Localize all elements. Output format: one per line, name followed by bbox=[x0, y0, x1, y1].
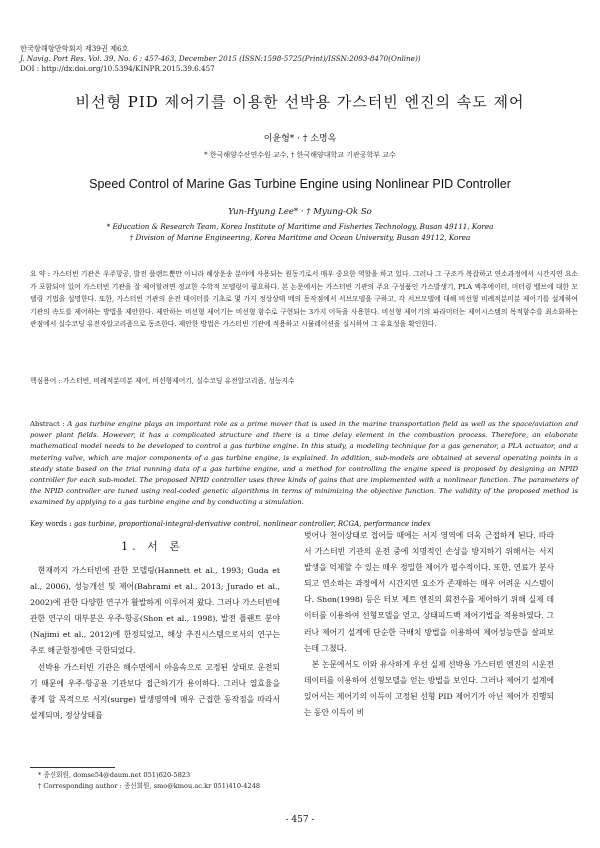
abstract-ko bbox=[30, 268, 578, 331]
footnote-divider bbox=[30, 767, 115, 768]
body-column-left bbox=[30, 563, 280, 724]
journal-header bbox=[20, 44, 421, 75]
journal-name-ko: 한국항해항만학회지 제39권 제6호 bbox=[20, 44, 129, 53]
abstract-ko-label: 요 약 : bbox=[30, 270, 51, 278]
affiliation-en-2: † Division of Marine Engineering, Korea Maritime and Ocean University, Busan 49112, Korea bbox=[129, 232, 471, 242]
keywords-ko bbox=[30, 375, 578, 385]
footnote-1: * 종신회원, domse54@daum.net 051)620-5823 bbox=[38, 771, 191, 779]
citation: J. Navig. Port Res. Vol. 39, No. 6 : 457-463, December 2015 (ISSN:1598-5725(Print)/ISSN:2093-8470(Online)) bbox=[20, 54, 421, 64]
keywords-en-label: Key words : bbox=[30, 520, 72, 528]
abstract-en-text: A gas turbine engine plays an important role as a prime mover that is used in the marine transportation field as well as the space/aviation and power plant fields. However, it has a complicated structure and there is a time delay element in the combustion process. Therefore, an elaborate mathematical model needs to be developed to control a gas turbine engine. In this study, a modeling technique for a gas generator, a PLA actuator, and a metering valve, which are major components of a gas turbine engine, is explained. In addition, sub-models are obtained at several operating points in a steady state based on the trial running data of a gas turbine engine, and a method for controlling the engine speed is proposed by designing an NPID controller for each sub-model. The proposed NPID controller uses three kinds of gains that are implemented with a nonlinear function. The parameters of the NPID controller are tuned using real-coded genetic algorithms in terms of minimizing the objective function. The validity of the proposed method is examined by applying to a gas turbine engine and by conducting a simulation. bbox=[30, 420, 578, 507]
affiliations-ko: * 한국해양수산연수원 교수, † 한국해양대학교 기관공학부 교수 bbox=[204, 151, 396, 159]
keywords-ko-label: 핵심용어 : bbox=[30, 377, 61, 385]
paragraph: 벗어나 천이상태로 접어들 때에는 서지 영역에 더욱 근접하게 된다. 따라서 가스터빈 기관의 운전 중에 치명적인 손상을 방지하기 위해서는 서지 발생을 억제할 수 있는 매우 정밀한 제어가 필수적이다. 또한, 연료가 분사되고 연소하는 과정에서 시간지연 요소가 존재하는 매우 어려운 시스템이다. Shon(1998) 등은 터보 제트 엔진의 회전수를 제어하기 위해 실제 데이터를 이용하여 선형모델을 얻고, 상태피드백 제어기법을 적용하였다. 그러나 제어기 설계에 단순한 극배치 방법을 이용하여 제어성능만을 살펴보는데 그쳤다. bbox=[304, 531, 554, 653]
footnote-2: † Corresponding author : 종신회원, smo@kmou.ac.kr 051)410-4248 bbox=[38, 781, 261, 790]
abstract-en bbox=[30, 419, 578, 509]
paragraph: 본 논문에서도 이와 유사하게 우선 실제 선박용 가스터빈 엔진의 시운전 데이터를 이용하여 선형모델을 얻는 방법을 보인다. 그러나 제어기 설계에 있어서는 제어기의 이득이 고정된 선형 PID 제어기가 아닌 제어가 진행되는 동안 이득이 비 bbox=[304, 659, 554, 718]
authors-en: Yun-Hyung Lee* · † Myung-Ok So bbox=[228, 207, 372, 217]
abstract-en-label: Abstract : bbox=[30, 420, 65, 428]
authors-ko: 이윤형* · † 소명옥 bbox=[263, 134, 337, 144]
affiliations-en bbox=[0, 222, 600, 243]
title-en: Speed Control of Marine Gas Turbine Engine using Nonlinear PID Controller bbox=[89, 177, 511, 191]
section-title: 1. 서 론 bbox=[121, 540, 184, 553]
footnotes bbox=[38, 770, 260, 791]
abstract-ko-text: 가스터빈 기관은 우주항공, 발전 플랜트뿐만 아니라 해상운송 분야에 사용되는 원동기로서 매우 중요한 역할을 하고 있다. 그러나 그 구조가 복잡하고 연소과정에서 시간지연 요소가 포함되어 있어 가스터빈 기관을 잘 제어할려면 정교한 수학적 모델링이 필요하다. 본 논문에서는 가스터빈 기관의 주요 구성품인 가스발생기, PLA 액추에이터, 미터링 밸브에 대한 모델링 기법을 설명한다. 또한, 가스터빈 기관의 운전 데이터를 기초로 몇 가지 정상상태 메의 동작점에서 서브모델을 구하고, 각 서브모델에 대해 비선형 비례적분미분 제어기를 설계하여 기관의 속도를 제어하는 방법을 제안한다. 제안하는 비선형 제어기는 비선형 함수로 구현되는 3가지 이득을 사용한다. 비선형 제어기의 파라미터는 제어시스템의 목적함수를 최소화하는 관점에서 실수코딩 유전자알고리즘으로 동조한다. 제안한 방법은 가스터빈 기관에 적용하고 시뮬레이션을 실시하여 그 유효성을 확인한다. bbox=[30, 270, 578, 328]
keywords-ko-text: 가스터빈, 비례적분미분 제어, 비선형제어기, 실수코딩 유전알고리즘, 성능지수 bbox=[62, 377, 295, 385]
paragraph: 선박용 가스터빈 기관은 해수면에서 아음속으로 고정된 상태로 운전되기 때문에 우주·항공용 기관보다 접근하기가 용이하다. 그러나 열효율을 좋게 할 목적으로 서지(surge) 발생영역에 매우 근접한 동작점을 따라서 설계되며, 정상상태를 bbox=[30, 662, 280, 720]
title-ko: 비선형 PID 제어기를 이용한 선박용 가스터빈 엔진의 속도 제어 bbox=[75, 93, 525, 111]
affiliation-en-1: * Education & Research Team, Korea Institute of Maritime and Fisheries Technology, Busan 49111, Korea bbox=[106, 222, 494, 231]
doi: DOI : http://dx.doi.org/10.5394/KINPR.2015.39.6.457 bbox=[20, 64, 215, 74]
keywords-en-text: gas turbine, proportional-integral-derivative control, nonlinear controller, RCGA, performance index bbox=[73, 520, 431, 528]
page-number: - 457 - bbox=[285, 815, 315, 825]
paragraph: 현재까지 가스터빈에 관한 모델링(Hannett et al., 1993; Guda et al., 2006), 성능개선 및 제어(Bahrami et al., 2013; Jurado et al., 2002)에 관한 다양한 연구가 활발하게 이루어져 왔다. 그러나 가스터빈에 관한 연구의 대부분은 우주·항공(Shon et al., 1998), 발전 플랜트 분야(Najimi et al., 2012)에 한정되었고, 해상 추진시스템으로서의 연구는 주로 해군함정에만 국한되었다. bbox=[30, 566, 280, 656]
keywords-en bbox=[30, 520, 578, 528]
body-column-right bbox=[304, 528, 554, 721]
